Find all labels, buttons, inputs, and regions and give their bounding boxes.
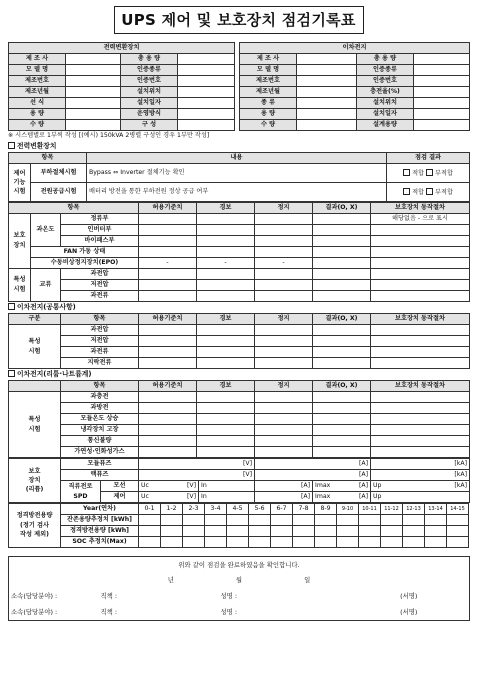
info-row: 모 델 명 인증종류 모 델 명 인증종류	[9, 65, 470, 76]
table-row	[9, 537, 469, 548]
equipment-info-table	[8, 42, 470, 131]
table-row	[9, 425, 470, 436]
lithium-protection-table: 보호 장치 (리튬) 모듈퓨즈 [V] [A] [kA] 랙퓨즈 [V] [A] [kA] 직류전로 SPD 모선 Uc [V] In [A] Imax [A] Up [kA] 제어 Uc [V] In [A] Imax [A] Up	[8, 458, 470, 503]
info-row: 제 조 사 총 용 량 제 조 사 총 용 량	[9, 54, 470, 65]
control-test-table: 항목 내용 점검 결과 제어 기능 시험 부하절체시험 Bypass ⇔ Inverter 절체기능 확인 적합 부적합 전원공급시험 배터리 방전을 통한 부하전원 정상 공급 여부 적합 부적합	[8, 152, 470, 202]
section-battery-lithium: 이차전지(리튬·나트륨계)	[8, 369, 469, 380]
table-row	[9, 336, 470, 347]
capacity-row-label: 정격방전용량 [kWh]	[61, 526, 139, 537]
item-label: 냉각장치 고장	[61, 425, 139, 436]
item-label: 과전압	[61, 325, 139, 336]
confirm-date[interactable]: 년 월 일	[167, 576, 311, 585]
info-row: 제조년월 설치위치 제조년월 충전율(%)	[9, 87, 470, 98]
fail-checkbox[interactable]	[426, 169, 433, 176]
year-cell: 10-11	[359, 504, 381, 515]
control-test-group-label: 제어 기능 시험	[9, 164, 31, 202]
year-cell: 6-7	[271, 504, 293, 515]
year-cell: 3-4	[205, 504, 227, 515]
module-fuse: 모듈퓨즈	[61, 459, 139, 470]
na-note: 해당없음 - 으로 표시	[371, 214, 470, 225]
table-row	[9, 447, 470, 458]
year-cell: 14-15	[447, 504, 469, 515]
year-cell: 9-10	[337, 504, 359, 515]
table-row: 특성 시험 과충전	[9, 392, 470, 403]
section-power-conv: 전력변환장치	[8, 141, 469, 152]
item-label: 저전압	[61, 336, 139, 347]
confirmation-box: 위와 같이 점검을 완료하였음을 확인합니다. 년 월 일 소속(담당분야) : 직책 : 성명 : (서명) 소속(담당분야) : 직책 : 성명 : (서명)	[8, 556, 470, 621]
year-cell: 0-1	[139, 504, 161, 515]
rated-capacity-label: 정격방전용량 (정기 검사 작성 제외)	[9, 504, 61, 548]
info-row: 수 량 구 성 수 량 설계용량	[9, 120, 470, 131]
year-cell: 12-13	[403, 504, 425, 515]
checkbox-icon[interactable]	[8, 303, 15, 310]
secondary-header: 이차전지	[240, 43, 470, 54]
table-row	[9, 515, 469, 526]
battery-common-table: 구분 항목 허용기준치 경보 정지 결과(O, X) 보호장치 동작절차 특성 시험 과전압 저전압 과전류 지락전류	[8, 313, 470, 369]
checkbox-icon[interactable]	[8, 370, 15, 377]
item-label: 모듈온도 상승	[61, 414, 139, 425]
item-label: 가연성·인화성가스	[61, 447, 139, 458]
year-cell: 11-12	[381, 504, 403, 515]
load-transfer-test: 부하절체시험	[31, 164, 87, 183]
epo-item: 수동비상정지장치(EPO)	[31, 258, 139, 269]
form-title: UPS 제어 및 보호장치 점검기록표	[114, 6, 364, 34]
year-cell: 1-2	[161, 504, 183, 515]
capacity-row-label: 잔존용량추정치 [kWh]	[61, 515, 139, 526]
power-conv-header: 전력변환장치	[9, 43, 235, 54]
item-label: 통신불량	[61, 436, 139, 447]
item-label: 지락전류	[61, 358, 139, 369]
pass-checkbox[interactable]	[403, 188, 410, 195]
rack-fuse: 랙퓨즈	[61, 470, 139, 481]
table-row	[9, 347, 470, 358]
year-cell: 2-3	[183, 504, 205, 515]
year-cell: 4-5	[227, 504, 249, 515]
year-cell: 13-14	[425, 504, 447, 515]
battery-lithium-table: 항목 허용기준치 경보 정지 결과(O, X) 보호장치 동작절차 특성 시험 과충전 과방전 모듈온도 상승 냉각장치 고장 통신불량 가연성·인화성가스	[8, 380, 470, 458]
table-row	[9, 414, 470, 425]
item-label: 과전류	[61, 347, 139, 358]
item-label: 과충전	[61, 392, 139, 403]
table-row	[9, 358, 470, 369]
year-cell: 7-8	[293, 504, 315, 515]
checkbox-icon[interactable]	[8, 142, 15, 149]
table-row	[9, 436, 470, 447]
form-note: ※ 시스템별로 1부씩 작성 [(예시) 150kVA 2병렬 구성인 경우 1부만 작성]	[8, 132, 210, 139]
signature-field[interactable]: (서명)	[400, 608, 418, 617]
year-cell: 8-9	[315, 504, 337, 515]
year-cell: 5-6	[249, 504, 271, 515]
pass-checkbox[interactable]	[403, 169, 410, 176]
capacity-row-label: SOC 추정치(Max)	[61, 537, 139, 548]
inspection-form	[8, 6, 469, 621]
fan-status: FAN 가동 상태	[31, 247, 139, 258]
table-row	[9, 403, 470, 414]
signature-field[interactable]: (서명)	[400, 592, 418, 601]
table-row: 특성 시험 과전압	[9, 325, 470, 336]
info-row: 제조번호 인증번호 제조번호 인증번호	[9, 76, 470, 87]
year-label: Year(연차)	[61, 504, 139, 515]
section-battery-common: 이차전지(공통사항)	[8, 302, 469, 313]
power-supply-test: 전원공급시험	[31, 183, 87, 202]
item-label: 과방전	[61, 403, 139, 414]
fail-checkbox[interactable]	[426, 188, 433, 195]
table-row	[9, 526, 469, 537]
info-row: 선 식 설치일자 종 류 설치위치	[9, 98, 470, 109]
rated-capacity-table	[8, 503, 469, 548]
info-row: 용 량 운영방식 용 량 설치일자	[9, 109, 470, 120]
confirm-statement: 위와 같이 점검을 완료하였음을 확인합니다.	[178, 560, 300, 569]
protection-table: 항목 허용기준치 경보 정지 결과(O, X) 보호장치 동작절차 보호 장치 과온도 정류부 해당없음 - 으로 표시 인버터부 바이패스부 FAN 가동 상태 수동비상정지장치(EPO) - - - 특성 시험 교류 과전압 저전압 과전류	[8, 202, 470, 302]
